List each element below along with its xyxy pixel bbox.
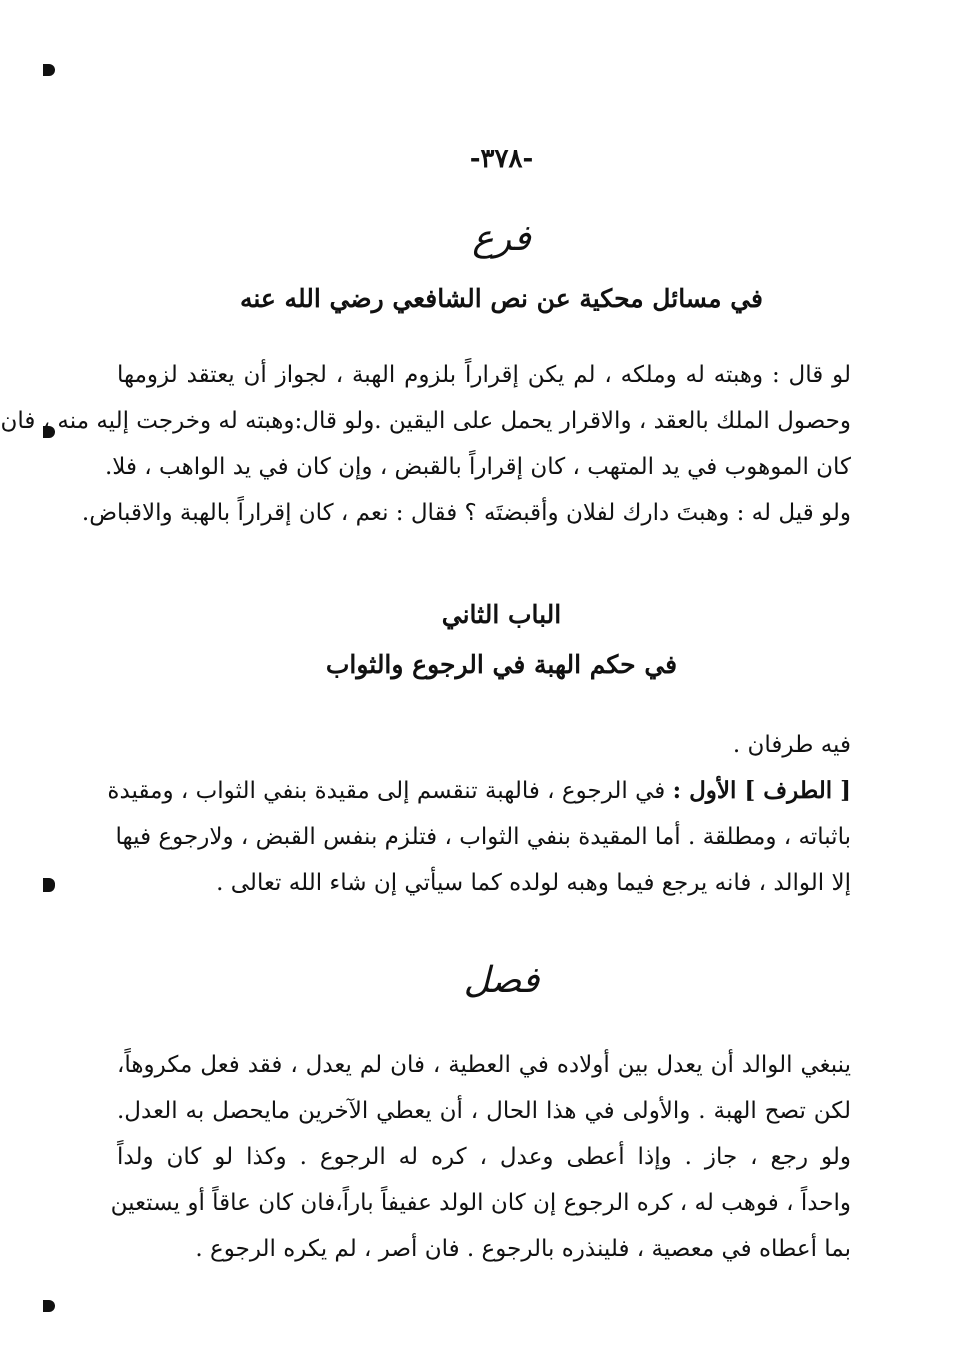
text-line <box>107 768 851 814</box>
scan-edge-mark <box>43 1300 55 1312</box>
text-line: فيه طرفان . <box>732 732 851 758</box>
text-line: بما أعطاه في معصية ، فلينذره بالرجوع . فان أصر ، لم يكره الرجوع . <box>195 1236 851 1262</box>
fasl-label: فصل <box>463 960 540 1001</box>
text-line: إلا الوالد ، فانه يرجع فيما وهبه لولده كما سيأتي إن شاء الله تعالى . <box>216 870 851 896</box>
scan-edge-mark <box>43 64 55 76</box>
text-line: ولو رجع ، جاز . وإذا أعطى وعدل ، كره له الرجوع . وكذا لو كان ولداً <box>117 1144 851 1170</box>
chapter-title: الباب الثاني <box>441 600 562 629</box>
text-line: كان الموهوب في يد المتهب ، كان إقراراً بالقبض ، وإن كان في يد الواهب ، فلا. <box>104 454 851 480</box>
section-heading-inline: [ الطرف ] الأول : <box>672 777 851 804</box>
paragraph-branch <box>0 352 851 536</box>
text-line: واحداً ، فوهب له ، كره الرجوع إن كان الولد عفيفاً باراً،فان كان عاقاً أو يستعين <box>110 1190 851 1216</box>
paragraph-chapter <box>107 722 851 906</box>
text-line: لكن تصح الهبة . والأولى في هذا الحال ، أن يعطي الآخرين مايحصل به العدل. <box>117 1098 851 1124</box>
page-number: -٣٧٨- <box>469 144 534 174</box>
scan-edge-mark <box>43 878 55 892</box>
branch-title: في مسائل محكية عن نص الشافعي رضي الله عنه <box>239 284 763 313</box>
text-line: ولو قيل له : وهبتَ دارك لفلان وأقبضتَه ؟ فقال : نعم ، كان إقراراً بالهبة والاقباض. <box>81 500 851 526</box>
paragraph-fasl <box>110 1042 851 1272</box>
text-line: وحصول الملك بالعقد ، والاقرار يحمل على اليقين .ولو قال:وهبته له وخرجت إليه منه ، فان <box>0 408 851 434</box>
text-line: ينبغي الوالد أن يعدل بين أولاده في العطية ، فان لم يعدل ، فقد فعل مكروهاً، <box>117 1052 851 1078</box>
text-run: في الرجوع ، فالهبة تنقسم إلى مقيدة بنفي الثواب ، ومقيدة <box>107 778 666 804</box>
branch-label: فرع <box>472 218 531 259</box>
text-line: لو قال : وهبته له وملكه ، لم يكن إقراراً بلزوم الهبة ، لجواز أن يعتقد لزومها <box>117 362 851 388</box>
chapter-subtitle: في حكم الهبة في الرجوع والثواب <box>325 650 678 679</box>
text-line: باثباته ، ومطلقة . أما المقيدة بنفي الثواب ، فتلزم بنفس القبض ، ولارجوع فيها <box>115 824 851 850</box>
